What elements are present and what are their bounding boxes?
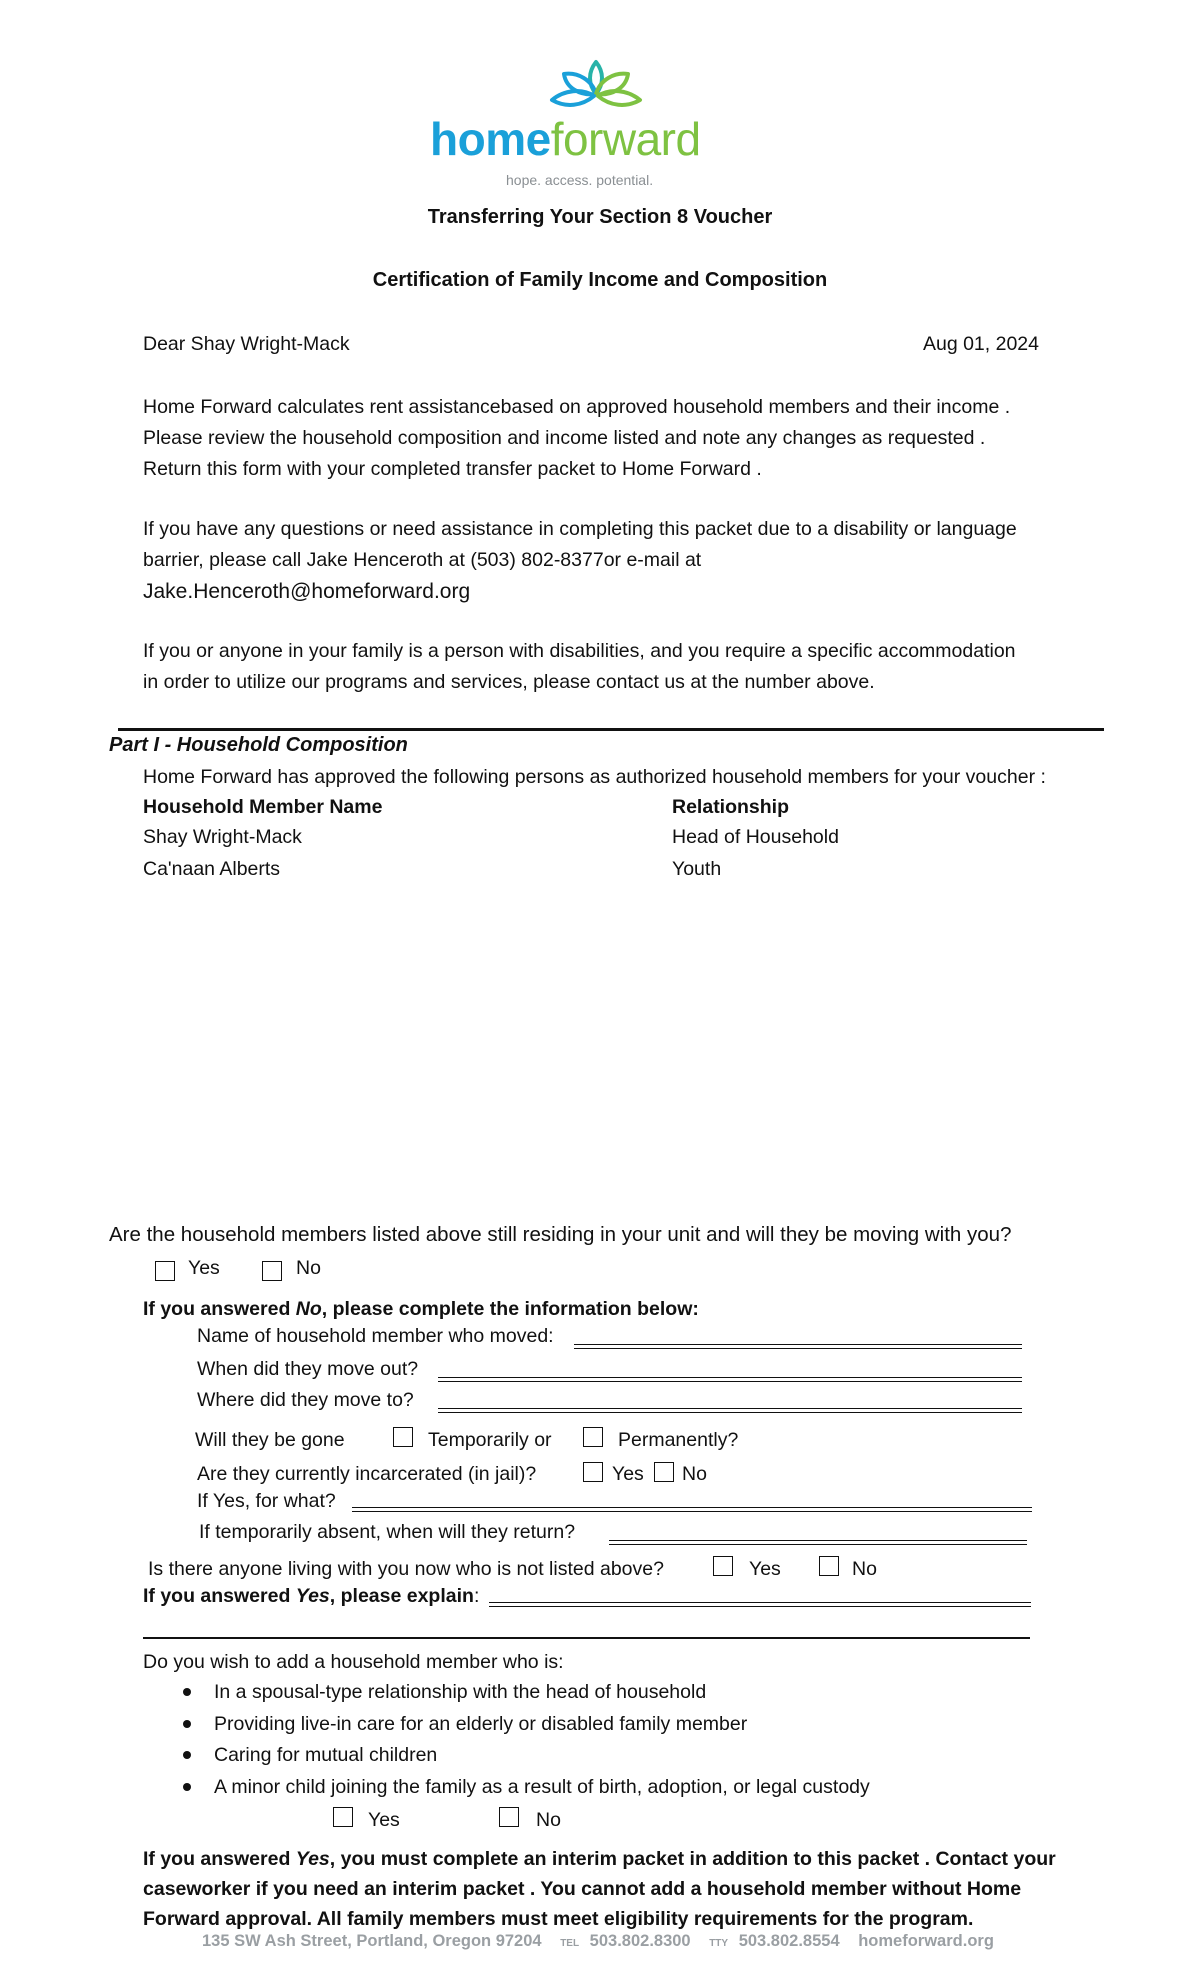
if-no-suffix: , please complete the information below: — [321, 1298, 699, 1320]
incarcerated-yes-label: Yes — [612, 1463, 644, 1485]
bullet-list — [180, 1680, 1080, 1810]
name-moved-field[interactable] — [574, 1344, 1022, 1349]
permanently-checkbox[interactable] — [583, 1427, 603, 1447]
list-item: In a spousal-type relationship with the head of household — [214, 1681, 707, 1703]
add-member-question: Do you wish to add a household member who is: — [143, 1651, 564, 1673]
col-header-relationship: Relationship — [672, 796, 790, 818]
if-no-heading — [143, 1297, 699, 1321]
temp-return-field[interactable] — [609, 1540, 1027, 1545]
member-name: Ca'naan Alberts — [143, 858, 281, 880]
list-item: A minor child joining the family as a result of birth, adoption, or legal custody — [214, 1776, 870, 1798]
accommodation-line: If you or anyone in your family is a person with disabilities, and you require a specific accommodation — [143, 640, 1016, 662]
footer-address: 135 SW Ash Street, Portland, Oregon 97204 — [202, 1932, 542, 1950]
closing-prefix: If you answered — [143, 1848, 296, 1870]
when-moved-field[interactable] — [438, 1377, 1022, 1382]
add-member-yes-label: Yes — [368, 1809, 400, 1831]
page-title: Transferring Your Section 8 Voucher — [427, 206, 773, 228]
list-item: Caring for mutual children — [214, 1744, 438, 1766]
bullet-icon — [183, 1783, 191, 1791]
accommodation-line: in order to utilize our programs and services, please contact us at the number above. — [143, 671, 875, 693]
explain-label — [143, 1584, 479, 1608]
member-relationship: Head of Household — [672, 826, 839, 848]
closing-line: caseworker if you need an interim packet . You cannot add a household member without Home — [143, 1878, 1022, 1900]
accommodation-paragraph — [143, 636, 1073, 698]
footer-tty-label: TTY — [709, 1938, 729, 1949]
temporarily-checkbox[interactable] — [393, 1427, 413, 1447]
explain-field[interactable] — [489, 1602, 1031, 1607]
name-moved-label: Name of household member who moved: — [197, 1325, 554, 1347]
still-residing-yes-checkbox[interactable] — [155, 1261, 175, 1281]
bullet-icon — [183, 1720, 191, 1728]
brand-home: home — [430, 113, 551, 165]
contact-line: barrier, please call Jake Henceroth at (503) 802-8377or e-mail at — [143, 549, 702, 571]
intro-line: Return this form with your completed transfer packet to Home Forward . — [143, 458, 762, 480]
col-header-name: Household Member Name — [143, 796, 383, 818]
if-no-prefix: If you answered — [143, 1298, 296, 1320]
temp-return-label: If temporarily absent, when will they return? — [199, 1521, 576, 1543]
anyone-else-no-label: No — [852, 1558, 877, 1580]
still-residing-yes-label: Yes — [188, 1257, 220, 1279]
table-row — [143, 825, 1043, 849]
member-name: Shay Wright-Mack — [143, 826, 302, 848]
incarcerated-no-label: No — [682, 1463, 707, 1485]
explain-colon: : — [473, 1585, 480, 1607]
intro-paragraph — [143, 392, 1073, 485]
contact-paragraph — [143, 514, 1073, 607]
will-be-gone-label: Will they be gone — [195, 1429, 345, 1451]
logo-tagline: hope. access. potential. — [506, 172, 654, 188]
footer-tty: 503.802.8554 — [738, 1932, 840, 1950]
closing-suffix: , you must complete an interim packet in addition to this packet . Contact your — [329, 1848, 1056, 1870]
footer-tel-label: TEL — [560, 1938, 580, 1949]
part1-heading: Part I - Household Composition — [109, 734, 408, 756]
section-divider — [118, 728, 1104, 731]
list-item: Providing live-in care for an elderly or disabled family member — [214, 1713, 748, 1735]
contact-email[interactable]: Jake.Henceroth@homeforward.org — [143, 580, 471, 603]
salutation: Dear Shay Wright-Mack — [143, 333, 350, 355]
explain-field-line-2[interactable] — [143, 1637, 1030, 1639]
incarcerated-no-checkbox[interactable] — [654, 1462, 674, 1482]
closing-line — [143, 1844, 1056, 1874]
anyone-else-no-checkbox[interactable] — [819, 1556, 839, 1576]
letter-date: Aug 01, 2024 — [922, 333, 1039, 355]
part1-intro: Home Forward has approved the following persons as authorized household members for your voucher : — [143, 766, 1046, 788]
footer — [202, 1932, 994, 1951]
temporarily-label: Temporarily or — [428, 1429, 552, 1451]
footer-tel: 503.802.8300 — [589, 1932, 691, 1950]
brand-forward: forward — [550, 113, 701, 165]
add-member-no-label: No — [536, 1809, 561, 1831]
lotus-icon — [548, 58, 644, 114]
closing-paragraph — [143, 1844, 1056, 1934]
bullet-icon — [183, 1751, 191, 1759]
when-moved-label: When did they move out? — [197, 1358, 419, 1380]
add-member-no-checkbox[interactable] — [499, 1807, 519, 1827]
explain-prefix: If you answered — [143, 1585, 296, 1607]
if-yes-what-field[interactable] — [352, 1507, 1032, 1512]
logo — [430, 58, 760, 198]
incarcerated-label: Are they currently incarcerated (in jail)? — [197, 1463, 537, 1485]
still-residing-no-label: No — [296, 1257, 321, 1279]
explain-suffix: , please explain — [329, 1585, 474, 1607]
intro-line: Please review the household composition and income listed and note any changes as requested . — [143, 427, 986, 449]
closing-word: Yes — [295, 1848, 330, 1870]
anyone-else-yes-label: Yes — [749, 1558, 781, 1580]
anyone-else-label: Is there anyone living with you now who is not listed above? — [148, 1558, 664, 1580]
page-subtitle: Certification of Family Income and Composition — [372, 269, 828, 291]
bullet-icon — [183, 1688, 191, 1696]
anyone-else-yes-checkbox[interactable] — [713, 1556, 733, 1576]
contact-line: If you have any questions or need assistance in completing this packet due to a disability or language — [143, 518, 1017, 540]
where-moved-field[interactable] — [438, 1408, 1022, 1413]
where-moved-label: Where did they move to? — [197, 1389, 414, 1411]
add-member-yes-checkbox[interactable] — [333, 1807, 353, 1827]
explain-word: Yes — [295, 1585, 330, 1607]
still-residing-no-checkbox[interactable] — [262, 1261, 282, 1281]
if-no-word: No — [295, 1298, 322, 1320]
member-relationship: Youth — [672, 858, 722, 880]
still-residing-question: Are the household members listed above still residing in your unit and will they be moving with you? — [109, 1223, 1012, 1246]
footer-web[interactable]: homeforward.org — [858, 1932, 994, 1950]
permanently-label: Permanently? — [618, 1429, 739, 1451]
table-row — [143, 857, 1043, 881]
intro-line: Home Forward calculates rent assistancebased on approved household members and their income . — [143, 396, 1011, 418]
if-yes-what-label: If Yes, for what? — [197, 1490, 336, 1512]
incarcerated-yes-checkbox[interactable] — [583, 1462, 603, 1482]
closing-line: Forward approval. All family members must meet eligibility requirements for the program. — [143, 1908, 974, 1930]
